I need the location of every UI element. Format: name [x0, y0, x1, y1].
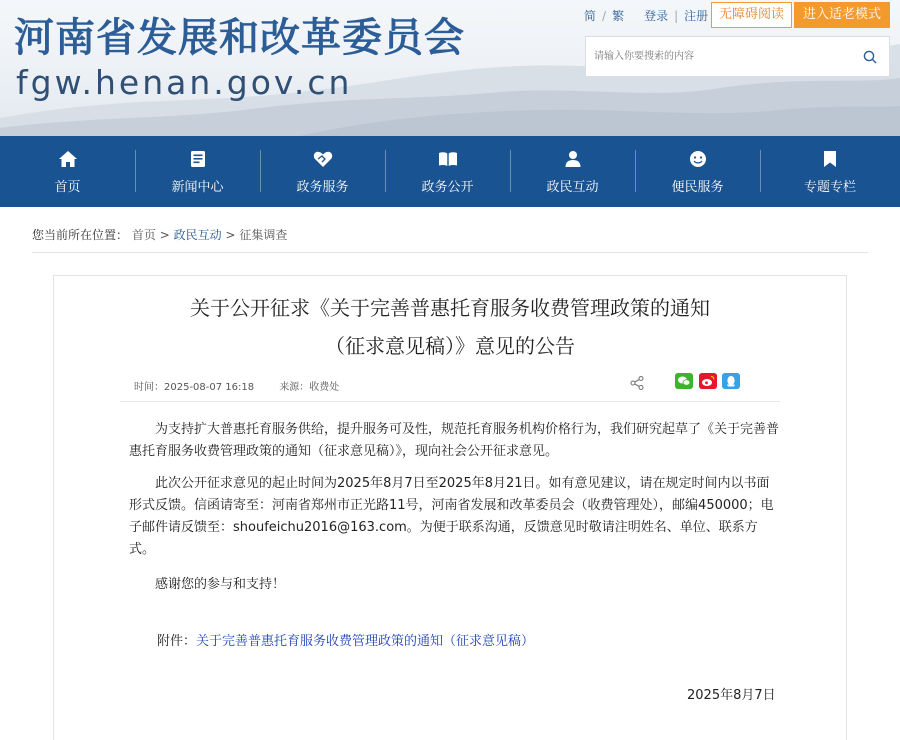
open-book-icon — [438, 150, 458, 168]
traditional-chinese-link[interactable]: 繁 — [612, 9, 625, 23]
nav-label-news: 新闻中心 — [171, 180, 224, 195]
nav-item-convenience[interactable] — [635, 136, 760, 207]
nav-label-convenience: 便民服务 — [671, 180, 724, 195]
article-paragraph-2 — [129, 473, 779, 561]
paragraph-3-text: 感谢您的参与和支持！ — [155, 577, 286, 592]
attachment — [157, 630, 534, 649]
elderly-mode-button[interactable]: 进入适老模式 — [794, 2, 890, 28]
main-navigation — [0, 136, 900, 207]
nav-item-gov-open[interactable] — [385, 136, 510, 207]
lang-separator: / — [602, 8, 607, 23]
attachment-label: 附件： — [157, 634, 197, 649]
wechat-share-icon[interactable] — [675, 373, 693, 389]
register-separator: | — [674, 8, 679, 23]
search-icon[interactable] — [863, 50, 877, 64]
breadcrumb — [32, 226, 287, 243]
article-time: 时间：2025-08-07 16:18 — [134, 382, 255, 393]
login-link[interactable]: 登录 — [644, 9, 669, 23]
share-icon[interactable] — [630, 376, 644, 390]
qq-share-icon[interactable] — [722, 373, 740, 389]
article-paragraph-3 — [129, 574, 779, 596]
nav-label-special: 专题专栏 — [803, 180, 856, 195]
breadcrumb-home[interactable]: 首页 — [131, 228, 156, 242]
article-title-line1: 关于公开征求《关于完善普惠托育服务收费管理政策的通知 — [190, 296, 710, 320]
accessible-reading-button[interactable]: 无障碍阅读 — [711, 2, 792, 28]
nav-item-special[interactable] — [760, 136, 900, 207]
home-icon — [58, 150, 78, 168]
breadcrumb-divider — [32, 252, 868, 253]
site-title[interactable]: 河南省发展和改革委员会 — [14, 15, 465, 61]
simplified-chinese-link[interactable]: 简 — [584, 9, 597, 23]
search-box — [585, 36, 890, 77]
article-title-line2: （征求意见稿）》意见的公告 — [325, 334, 575, 358]
top-links — [584, 7, 714, 24]
article-container — [53, 275, 847, 740]
nav-label-interaction: 政民互动 — [546, 180, 599, 195]
bookmark-icon — [820, 150, 840, 168]
article-source: 来源：收费处 — [279, 382, 340, 393]
paragraph-2-text: 此次公开征求意见的起止时间为2025年8月7日至2025年8月21日。如有意见建议，请在规定时间内以书面形式反馈。信函请寄至：河南省郑州市正光路11号，河南省发展和改革委员会（收费管理处），邮编450000；电子邮件请反馈至：shoufeichu2016@163.com。为便于联系沟通，反馈意见时敬请注明姓名、单位、联系方式。 — [129, 476, 774, 557]
nav-item-gov-service[interactable] — [260, 136, 385, 207]
nav-item-news[interactable] — [135, 136, 260, 207]
nav-item-interaction[interactable] — [510, 136, 635, 207]
paragraph-1-text: 为支持扩大普惠托育服务供给，提升服务可及性，规范托育服务机构价格行为，我们研究起草了《关于完善普惠托育服务收费管理政策的通知（征求意见稿）》，现向社会公开征求意见。 — [129, 422, 780, 459]
attachment-link[interactable]: 关于完善普惠托育服务收费管理政策的通知（征求意见稿） — [196, 634, 535, 649]
register-link[interactable]: 注册 — [684, 9, 709, 23]
nav-label-gov-open: 政务公开 — [421, 180, 474, 195]
meta-divider — [120, 401, 780, 402]
nav-item-home[interactable] — [0, 136, 135, 207]
weibo-share-icon[interactable] — [699, 373, 717, 389]
breadcrumb-interaction[interactable]: 政民互动 — [173, 228, 222, 242]
handshake-heart-icon — [313, 150, 333, 168]
nav-label-gov-service: 政务服务 — [296, 180, 349, 195]
site-url: fgw.henan.gov.cn — [16, 63, 353, 102]
article-paragraph-1 — [129, 419, 779, 463]
user-icon — [563, 150, 583, 168]
header-banner — [0, 0, 900, 136]
smile-face-icon — [688, 150, 708, 168]
breadcrumb-prefix: 您当前所在位置： — [32, 228, 129, 242]
breadcrumb-separator: > — [225, 228, 236, 242]
article-date: 2025年8月7日 — [687, 688, 776, 703]
breadcrumb-separator: > — [159, 228, 170, 242]
breadcrumb-survey[interactable]: 征集调查 — [239, 228, 288, 242]
search-input[interactable] — [586, 37, 846, 76]
article-meta — [134, 378, 361, 393]
news-icon — [188, 150, 208, 168]
nav-label-home: 首页 — [54, 180, 81, 195]
